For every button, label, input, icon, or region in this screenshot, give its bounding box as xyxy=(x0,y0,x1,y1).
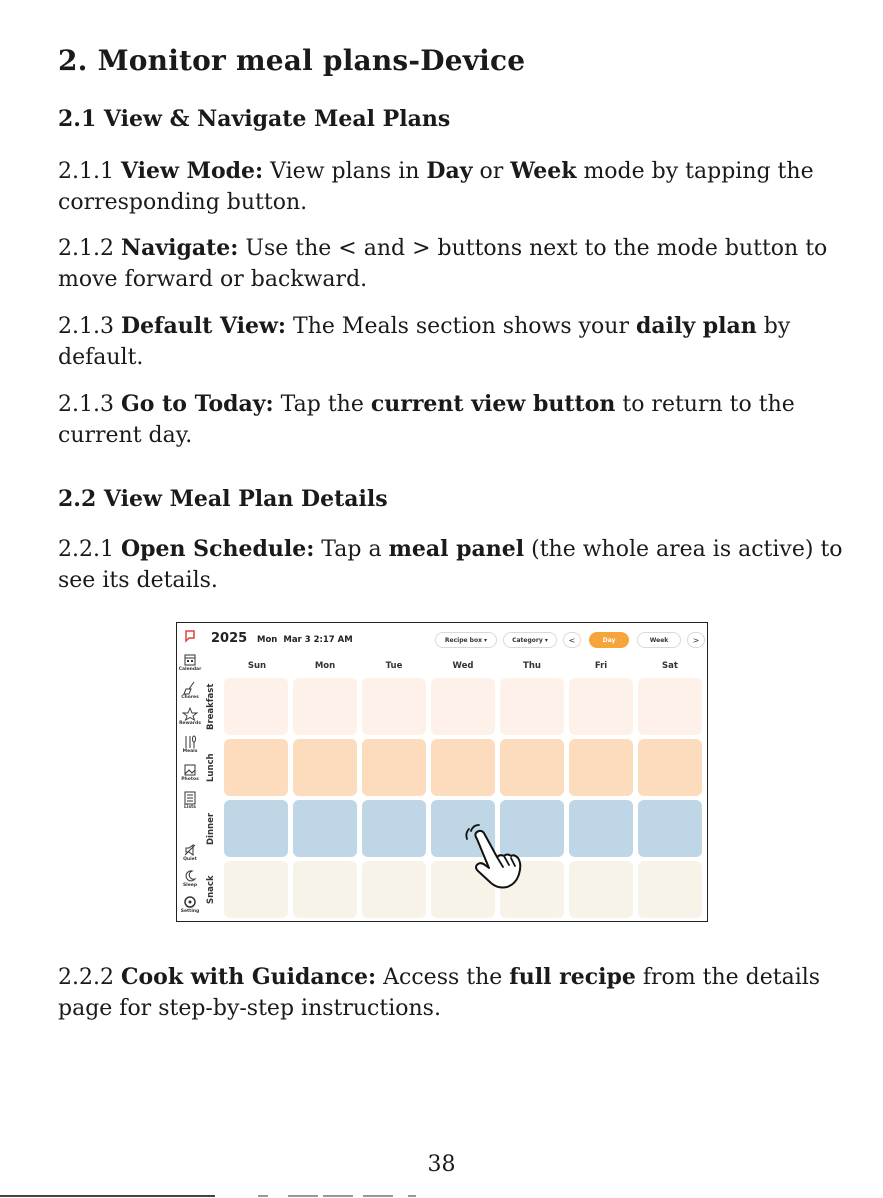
meal-panel[interactable] xyxy=(293,678,357,735)
sidebar-item-setting[interactable]: Setting xyxy=(177,895,203,914)
app-topbar xyxy=(211,630,701,650)
app-sidebar xyxy=(177,623,203,921)
day-header: Sun xyxy=(247,661,267,671)
calendar-icon xyxy=(177,653,203,667)
moon-icon xyxy=(177,869,203,883)
photo-icon xyxy=(177,763,203,777)
meal-panel[interactable] xyxy=(431,678,495,735)
tap-hand-icon xyxy=(463,823,527,893)
meal-panel[interactable] xyxy=(362,800,426,857)
meal-panel[interactable] xyxy=(638,800,702,857)
recipe-box-dropdown[interactable]: Recipe box ▾ xyxy=(435,632,497,648)
day-header: Mon xyxy=(314,661,336,671)
star-icon xyxy=(177,707,203,721)
meal-panel[interactable] xyxy=(362,678,426,735)
prev-button[interactable]: < xyxy=(563,632,581,648)
next-button[interactable]: > xyxy=(687,632,705,648)
meal-panel[interactable] xyxy=(431,739,495,796)
meal-panel[interactable] xyxy=(569,800,633,857)
section-title-details: 2.2 View Meal Plan Details xyxy=(58,486,388,512)
day-header: Sat xyxy=(662,661,678,671)
sidebar-item-sleep[interactable]: Sleep xyxy=(177,869,203,888)
meal-row-label: Dinner xyxy=(206,812,216,846)
section-title-view-navigate: 2.1 View & Navigate Meal Plans xyxy=(58,106,451,132)
meal-panel[interactable] xyxy=(500,739,564,796)
item-cook-guidance: 2.2.2 Cook with Guidance: Access the full recipe from the details page for step-by-step instructions. xyxy=(58,964,821,1021)
meal-panel[interactable] xyxy=(224,861,288,918)
meal-panel[interactable] xyxy=(293,861,357,918)
meal-panel[interactable] xyxy=(293,800,357,857)
sidebar-item-photos[interactable]: Photos xyxy=(177,763,203,782)
meal-panel[interactable] xyxy=(569,739,633,796)
sidebar-item-lists[interactable]: Lists xyxy=(177,791,203,810)
meal-row-label: Breakfast xyxy=(206,683,216,731)
meal-panel[interactable] xyxy=(224,739,288,796)
logo-icon xyxy=(177,629,203,643)
week-view-button[interactable]: Week xyxy=(637,632,681,648)
meal-panel[interactable] xyxy=(638,678,702,735)
meal-panel[interactable] xyxy=(224,800,288,857)
item-view-mode: 2.1.1 View Mode: View plans in Day or Week mode by tapping the corresponding button. xyxy=(58,158,814,215)
meal-panel[interactable] xyxy=(500,678,564,735)
year-label: 2025 xyxy=(211,631,248,646)
sidebar-item-meals[interactable]: Meals xyxy=(177,735,203,754)
meal-panel[interactable] xyxy=(638,739,702,796)
sidebar-item-chores[interactable]: Chores xyxy=(177,681,203,700)
quiet-icon xyxy=(177,843,203,857)
meal-panel[interactable] xyxy=(224,678,288,735)
category-dropdown[interactable]: Category ▾ xyxy=(503,632,557,648)
list-icon xyxy=(177,791,203,805)
utensils-icon xyxy=(177,735,203,749)
meal-panel[interactable] xyxy=(293,739,357,796)
broom-icon xyxy=(177,681,203,695)
item-go-to-today: 2.1.3 Go to Today: Tap the current view button to return to the current day. xyxy=(58,391,795,448)
meal-panel[interactable] xyxy=(569,861,633,918)
page-number: 38 xyxy=(427,1152,456,1177)
footer-marks xyxy=(258,1195,418,1197)
footer-rule xyxy=(0,1195,215,1197)
meal-row-label: Lunch xyxy=(206,753,216,783)
meal-panel[interactable] xyxy=(638,861,702,918)
item-open-schedule: 2.2.1 Open Schedule: Tap a meal panel (the whole area is active) to see its details. xyxy=(58,536,843,593)
meal-plan-screenshot xyxy=(176,622,708,922)
day-header: Tue xyxy=(385,661,403,671)
day-header: Thu xyxy=(523,661,541,671)
item-default-view: 2.1.3 Default View: The Meals section shows your daily plan by default. xyxy=(58,313,791,370)
page-heading: 2. Monitor meal plans-Device xyxy=(58,44,526,77)
meal-row-label: Snack xyxy=(206,875,216,905)
meal-panel[interactable] xyxy=(569,678,633,735)
sidebar-item-rewards[interactable]: Rewards xyxy=(177,707,203,726)
gear-icon xyxy=(177,895,203,909)
day-view-button[interactable]: Day xyxy=(589,632,629,648)
sidebar-item-calendar[interactable]: Calendar xyxy=(177,653,203,672)
sidebar-item-quiet[interactable]: Quiet xyxy=(177,843,203,862)
meal-panel[interactable] xyxy=(362,861,426,918)
meal-panel[interactable] xyxy=(362,739,426,796)
day-header: Fri xyxy=(594,661,608,671)
item-navigate: 2.1.2 Navigate: Use the < and > buttons next to the mode button to move forward or backward. xyxy=(58,235,828,292)
day-header: Wed xyxy=(452,661,474,671)
date-time: Mon Mar 3 2:17 AM xyxy=(257,635,353,645)
